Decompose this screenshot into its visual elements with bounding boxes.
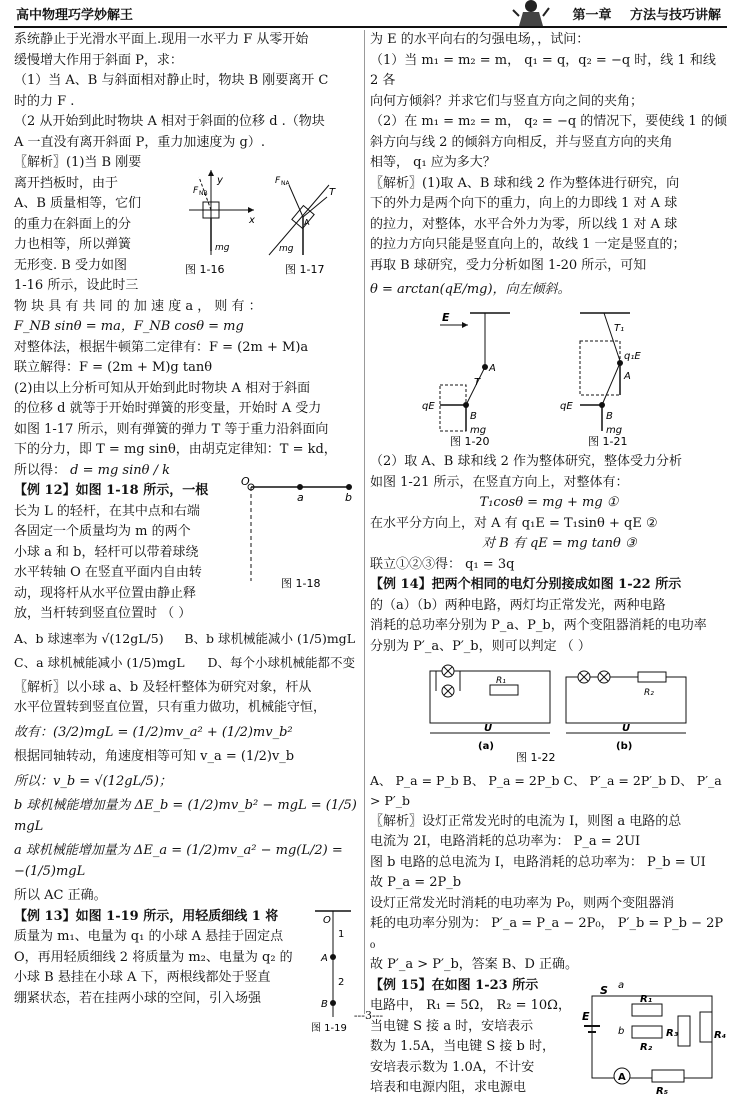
right-column: [370, 30, 728, 1097]
svg-text:F: F: [275, 176, 281, 186]
equation: d = mg sinθ / k: [70, 462, 170, 478]
svg-text:O: O: [241, 475, 250, 488]
equation: a 球机械能增加量为 ΔE_a = (1/2)mv_a² − mg(L/2) = −(1/5)mgL: [14, 843, 343, 879]
options-row: A、 P_a = P_b B、 P_a = 2P_b C、 P′_a = 2P′_b D、 P′_a > P′_b: [370, 772, 722, 808]
solution-line: 的重力在斜面上的分: [14, 216, 132, 232]
option-a: A、b 球速率为 √(12gL/5): [14, 630, 164, 646]
figure-1-17: [269, 176, 336, 276]
question-1: （1）当 A、B 与斜面相对静止时，物块 B 刚要离开 C: [14, 73, 329, 88]
solution-line: 如图 1-17 所示，则有弹簧的弹力 T 等于重力沿斜面向: [14, 421, 329, 437]
svg-text:A: A: [618, 1071, 626, 1083]
solution-line: 离开挡板时，由于: [14, 175, 119, 191]
analysis-line: 电流为 2I，电路消耗的总功率为： P_a = 2UI: [370, 834, 641, 849]
svg-text:A: A: [624, 370, 631, 382]
svg-text:q₁E: q₁E: [624, 350, 641, 362]
force-diagram-svg: [159, 155, 359, 281]
circuit-a: [430, 665, 550, 752]
svg-text:A: A: [321, 952, 328, 964]
analysis-line: 下的外力是两个向下的重力，向上的力即线 1 对 A 球: [370, 196, 678, 211]
analysis-line: 耗的电功率分别为： P′_a = P_a − 2P₀， P′_b = P_b − 2P₀: [370, 916, 724, 952]
question-2: （2 从开始到此时物块 A 相对于斜面的位移 d .（物块: [14, 114, 325, 129]
svg-text:U: U: [484, 723, 493, 734]
svg-text:x: x: [249, 215, 255, 226]
svg-text:T: T: [329, 187, 336, 198]
analysis-line: 〖解析〗(1)取 A、B 球和线 2 作为整体进行研究，向: [370, 175, 680, 191]
svg-text:S: S: [600, 983, 608, 997]
solution-line: [14, 461, 359, 482]
chapter-title: 方法与技巧讲解: [629, 8, 721, 23]
svg-text:A: A: [489, 362, 496, 374]
fig-1-17-label: 图 1-17: [285, 263, 325, 276]
text-line: 分别为 P′_a、P′_b，则可以判定 （ ）: [370, 638, 591, 654]
equation: F_NB sinθ = ma，F_NB cosθ = mg: [14, 319, 244, 334]
analysis-line: 故 P_a = 2P_b: [370, 875, 462, 890]
analysis-line: 联立①②③得： q₁ = 3q: [370, 556, 515, 572]
equation: T₁cosθ = mg + mg ①: [479, 495, 619, 510]
svg-text:y: y: [217, 175, 223, 186]
text-line: 时的力 F .: [14, 93, 75, 109]
svg-text:O: O: [323, 914, 331, 926]
text-line: 小球 a 和 b，轻杆可以带着球绕: [14, 544, 199, 560]
svg-text:R₂: R₂: [640, 1041, 653, 1053]
svg-text:mg: mg: [606, 424, 623, 436]
svg-text:B: B: [606, 410, 613, 422]
solution-line: 对整体法，根据牛顿第二定律有：F = (2m + M)a: [14, 339, 309, 355]
text-line: O，再用轻质细线 2 将质量为 m₂、电量为 q₂ 的: [14, 949, 293, 965]
analysis-line: 在水平分方向上，对 A 有 q₁E = T₁sinθ + qE ②: [370, 515, 658, 531]
solution-line: (2)由以上分析可知从开始到此时物块 A 相对于斜面: [14, 380, 311, 396]
analysis-line: 〖解析〗设灯正常发光时的电流为 I，则图 a 电路的总: [370, 813, 682, 829]
equation: 对 B 有 qE = mg tanθ ③: [482, 536, 637, 551]
svg-text:T₁: T₁: [614, 322, 625, 334]
circuit-b: [566, 671, 686, 752]
svg-text:E: E: [582, 1009, 590, 1023]
svg-text:B: B: [470, 410, 477, 422]
text-line: 数为 1.5A，当电键 S 接 b 时，: [370, 1039, 555, 1054]
svg-text:R₄: R₄: [714, 1029, 727, 1041]
svg-text:U: U: [622, 723, 631, 734]
svg-text:F: F: [193, 186, 199, 196]
solution-line: 下的分力，即 T = mg sinθ，由胡克定律知：T = kd，: [14, 442, 337, 457]
text-line: （2）在 m₁ = m₂ = m， q₂ = −q 的情况下，要使线 1 的倾: [370, 114, 727, 129]
left-column: [14, 30, 359, 1034]
svg-text:mg: mg: [215, 243, 230, 253]
fig-1-18-label: 图 1-18: [281, 577, 321, 590]
figure-1-21: [560, 313, 641, 448]
svg-text:R₃: R₃: [666, 1027, 679, 1039]
text-line: 放，当杆转到竖直位置时 （ ）: [14, 606, 192, 621]
option-b: B、b 球机械能减小 (1/5)mgL: [184, 630, 355, 646]
svg-text:E: E: [442, 310, 450, 324]
svg-text:2: 2: [338, 976, 345, 988]
solution-line: 联立解得：F = (2m + M)g tanθ: [14, 360, 213, 375]
solution-line: 无形变. B 受力如图: [14, 257, 127, 273]
book-title: 高中物理巧学妙解王: [16, 8, 134, 23]
chapter-heading: [558, 6, 721, 27]
text-line: 长为 L 的轻杆，在其中点和右端: [14, 503, 200, 519]
options-row: [14, 653, 359, 674]
example-14: 【例 14】把两个相同的电灯分别接成如图 1-22 所示: [370, 577, 682, 592]
figure-1-16: [185, 170, 255, 276]
example-15: 【例 15】在如图 1-23 所示: [370, 977, 539, 993]
analysis-line: 如图 1-21 所示，在竖直方向上，对整体有：: [370, 474, 629, 490]
analysis-line: 的拉力方向只能是竖直向上的，故线 1 一定是竖直的；: [370, 237, 686, 252]
fig-1-16-label: 图 1-16: [185, 263, 225, 276]
svg-text:b: b: [345, 491, 352, 504]
svg-text:R₅: R₅: [656, 1085, 669, 1097]
options-row: [14, 629, 359, 650]
text-line: 为 E 的水平向右的匀强电场，，试问：: [370, 32, 590, 47]
text-line: 向何方倾斜？并求它们与竖直方向之间的夹角；: [370, 93, 644, 109]
svg-text:NA: NA: [281, 180, 290, 187]
figures-20-21: [370, 305, 728, 448]
text-line: 当电键 S 接 a 时，安培表示: [370, 1018, 534, 1034]
figure-1-22: [370, 657, 728, 763]
option-d: D、每个小球机械能都不变: [207, 655, 355, 670]
analysis-line: 故 P′_a > P′_b，答案 B、D 正确。: [370, 957, 579, 972]
text-line: 小球 B 悬挂在小球 A 下，两根线都处于竖直: [14, 970, 271, 985]
text-line: 各固定一个质量均为 m 的两个: [14, 524, 191, 539]
equation: b 球机械能增加量为 ΔE_b = (1/2)mv_b² − mgL = (1/5)mgL: [14, 798, 357, 834]
analysis-line: 再取 B 球研究，受力分析如图 1-20 所示，可知: [370, 257, 647, 273]
text-line: A 一直没有离开斜面 P，重力加速度为 g）.: [14, 134, 265, 150]
column-divider: [364, 30, 365, 1014]
svg-text:NB: NB: [199, 190, 208, 197]
analysis-line: 设灯正常发光时消耗的电功率为 P₀，则两个变阻器消: [370, 895, 675, 911]
analysis-line: 图 b 电路的总电流为 I，电路消耗的总功率为： P_b = UI: [370, 854, 706, 870]
analysis-line: 的拉力，对整体，水平合外力为零，所以线 1 对 A 球: [370, 216, 678, 232]
analysis-line: （2）取 A、B 球和线 2 作为整体研究，整体受力分析: [370, 454, 683, 469]
text-line: 培表和电源内阻，求电源电: [370, 1080, 527, 1095]
mascot-icon: [511, 0, 551, 28]
svg-text:qE: qE: [422, 400, 435, 412]
text-line: 消耗的总功率分别为 P_a、P_b，两个变阻器消耗的电功率: [370, 618, 707, 633]
fig-1-20-label: 图 1-20: [450, 434, 490, 448]
analysis-line: 根据同轴转动，角速度相等可知 v_a = (1/2)v_b: [14, 749, 295, 764]
svg-text:b: b: [618, 1025, 625, 1037]
solution-line: 物 块 具 有 共 同 的 加 速 度 a ， 则 有 ：: [14, 298, 262, 314]
svg-text:T: T: [474, 376, 481, 388]
text-line: 动，现将杆从水平位置由静止释: [14, 585, 197, 601]
fig-1-21-label: 图 1-21: [588, 434, 628, 448]
text-fragment: 所以得：: [14, 462, 67, 478]
svg-text:mg: mg: [470, 424, 487, 436]
equation: 故有：(3/2)mgL = (1/2)mv_a² + (1/2)mv_b²: [14, 724, 293, 740]
circuit-b-label: (b): [616, 741, 633, 752]
text-line: 缓慢增大作用于斜面 P，求：: [14, 52, 183, 68]
figure-1-20: [422, 311, 510, 448]
figure-1-23: [582, 976, 728, 1097]
svg-text:R₁: R₁: [640, 993, 653, 1005]
figure-1-18: [241, 475, 359, 593]
text-line: 绷紧状态，若在挂两小球的空间，引入场强: [14, 990, 262, 1006]
text-line: 安培表示数为 1.0A，不计安: [370, 1059, 535, 1075]
example-12: 【例 12】如图 1-18 所示，一根: [14, 483, 209, 498]
solution-line: A、B 质量相等，它们: [14, 196, 142, 211]
solution-line: 1-16 所示，设此时三: [14, 278, 139, 293]
figures-16-17: [159, 155, 359, 281]
page-number: ---3---: [353, 1008, 384, 1022]
svg-text:mg: mg: [279, 244, 294, 254]
svg-text:a: a: [297, 491, 304, 504]
fig-1-22-label: 图 1-22: [516, 751, 556, 764]
solution-line: 力也相等，所以弹簧: [14, 237, 132, 252]
svg-text:A: A: [304, 218, 310, 227]
text-line: 质量为 m₁、电量为 q₁ 的小球 A 悬挂于固定点: [14, 929, 284, 944]
circuit-a-label: (a): [478, 741, 494, 752]
svg-text:R₁: R₁: [496, 676, 506, 686]
fig-1-19-label: 图 1-19: [311, 1022, 347, 1034]
svg-text:qE: qE: [560, 400, 573, 412]
svg-text:B: B: [321, 998, 328, 1010]
svg-text:R₂: R₂: [644, 688, 654, 698]
text-line: 电路中， R₁ = 5Ω， R₂ = 10Ω，: [370, 998, 571, 1013]
chapter-number: 第一章: [572, 8, 612, 23]
analysis-line: 〖解析〗以小球 a、b 及轻杆整体为研究对象，杆从: [14, 679, 312, 695]
analysis-line: 所以 AC 正确。: [14, 888, 107, 903]
text-line: 系统静止于光滑水平面上.现用一水平力 F 从零开始: [14, 32, 309, 47]
solution-line: 〖解析〗(1)当 B 刚要: [14, 155, 142, 170]
equation: θ = arctan(qE/mg)，向左倾斜。: [370, 282, 571, 297]
text-line: 相等， q₁ 应为多大？: [370, 155, 496, 170]
example-13: 【例 13】如图 1-19 所示，用轻质细线 1 将: [14, 908, 279, 924]
text-line: （1）当 m₁ = m₂ = m， q₁ = q，q₂ = −q 时，线 1 和线 2 各: [370, 52, 716, 88]
svg-text:1: 1: [338, 928, 345, 940]
page-header: [14, 0, 727, 28]
equation: 所以：v_b = √(12gL/5)；: [14, 773, 172, 789]
text-line: 水平转轴 O 在竖直平面内自由转: [14, 565, 202, 580]
text-line: 的（a）（b）两种电路，两灯均正常发光，两种电路: [370, 597, 666, 613]
analysis-line: 水平位置转到竖直位置，只有重力做功，机械能守恒，: [14, 700, 327, 715]
text-line: 斜方向与线 2 的倾斜方向相反，并与竖直方向的夹角: [370, 134, 673, 150]
solution-line: 的位移 d 就等于开始时弹簧的形变量，开始时 A 受力: [14, 401, 322, 416]
svg-text:a: a: [618, 979, 625, 991]
option-c: C、a 球机械能减小 (1/5)mgL: [14, 655, 185, 670]
